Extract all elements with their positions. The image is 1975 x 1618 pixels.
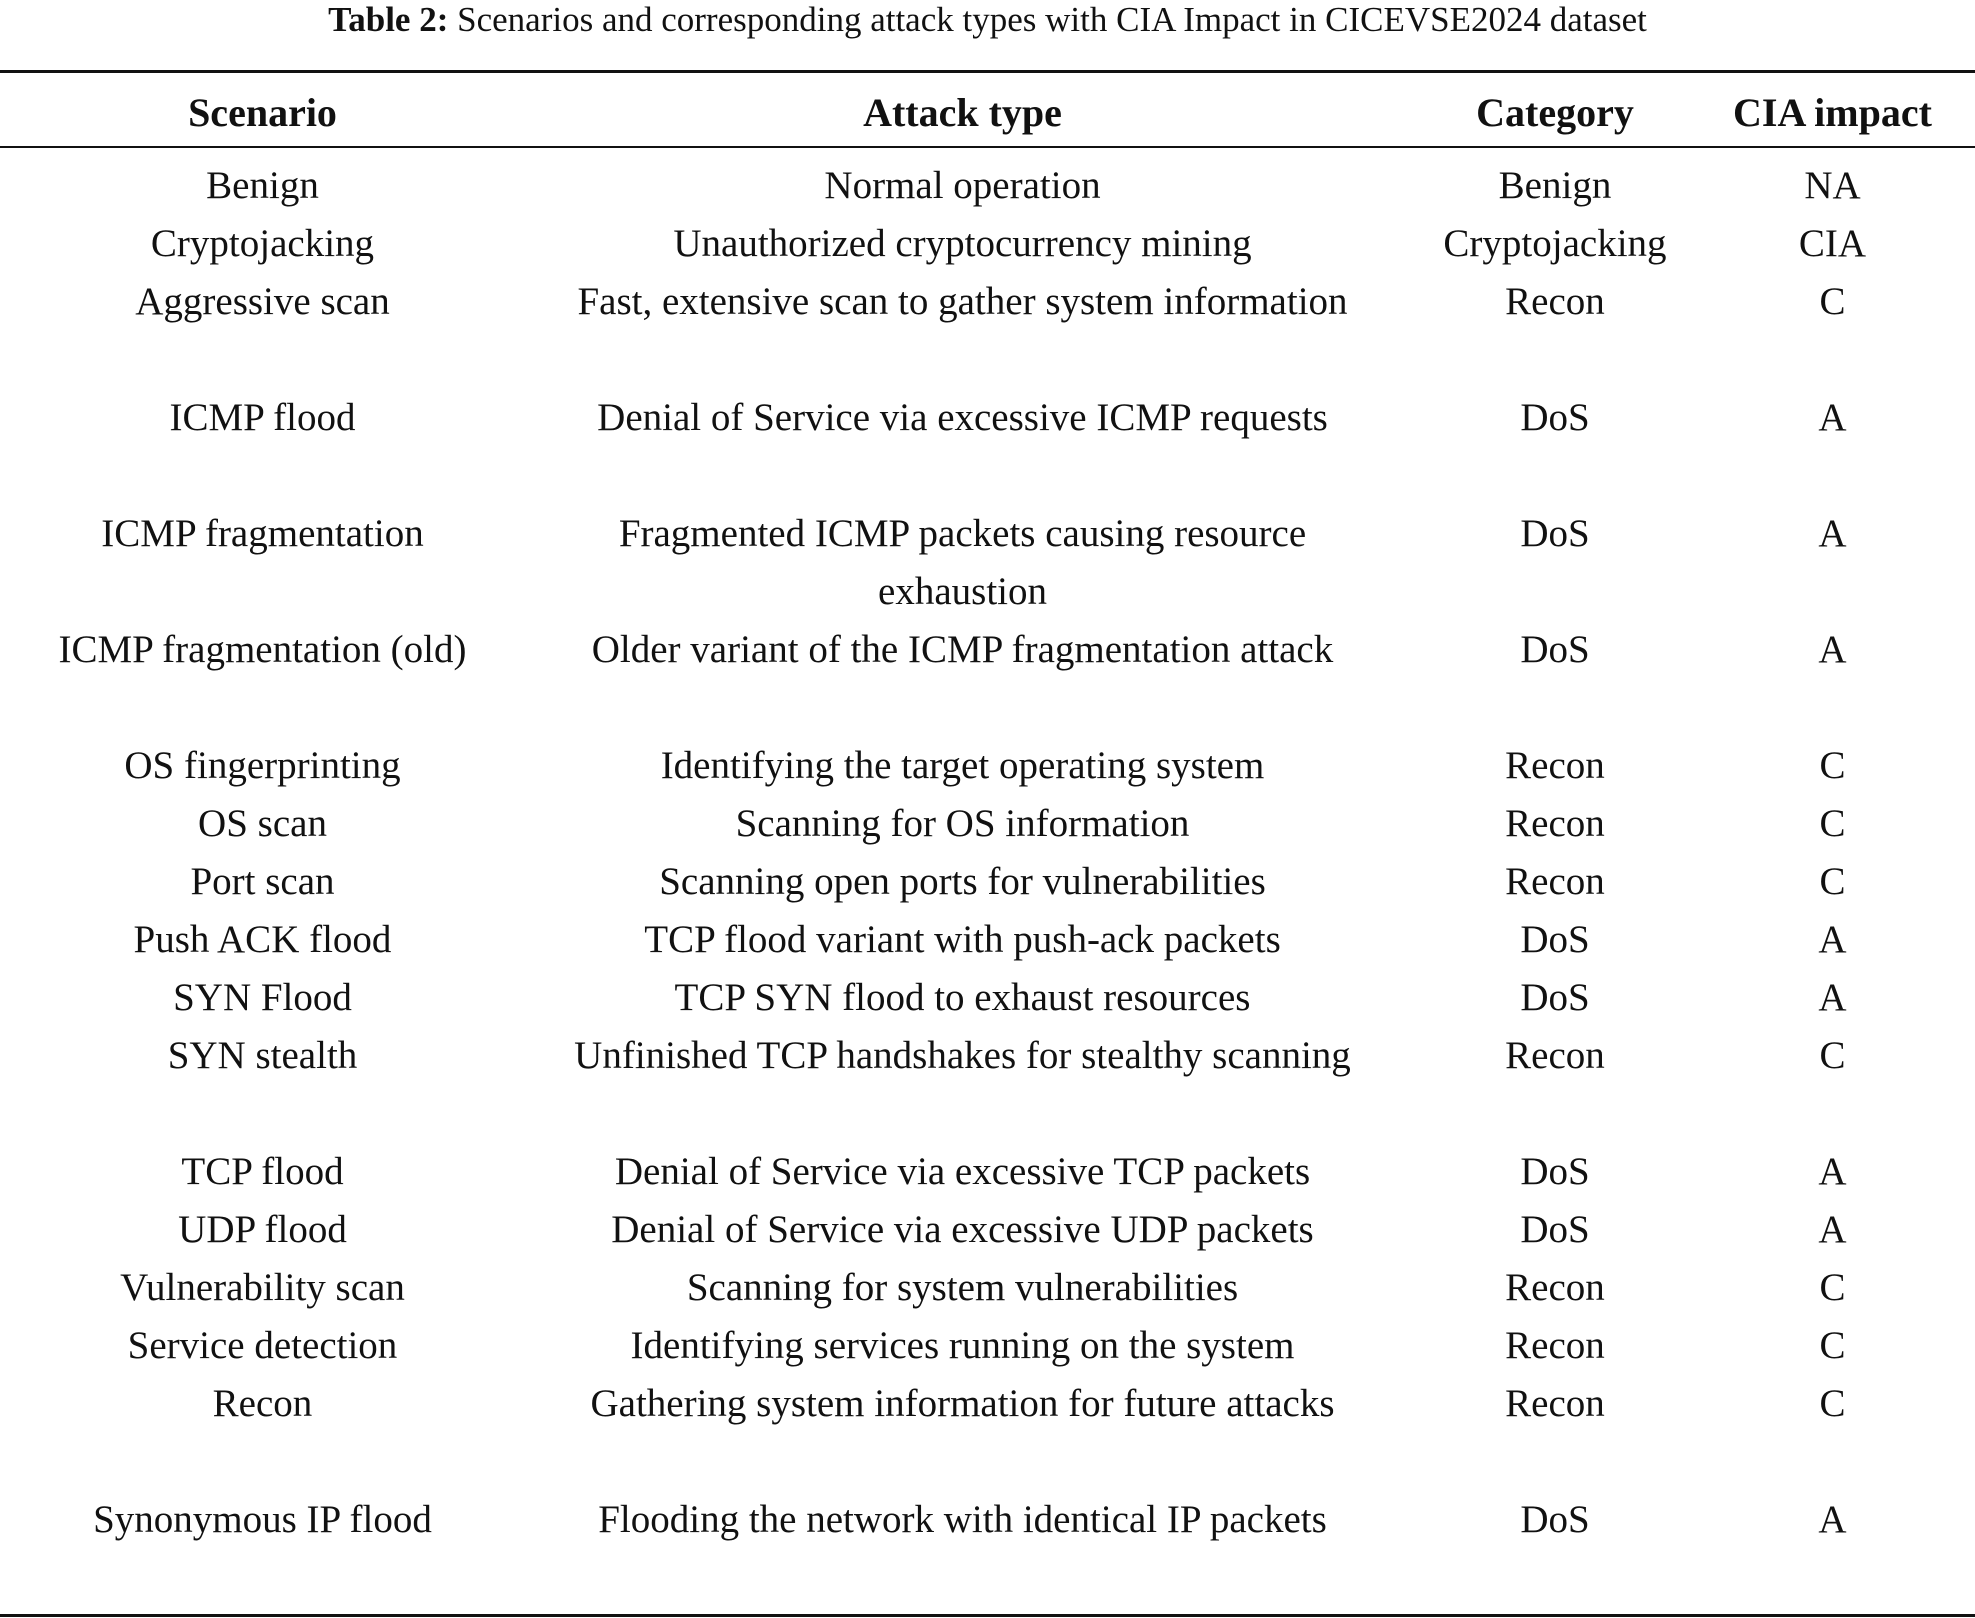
table-row bbox=[0, 273, 1975, 389]
table-row bbox=[0, 1259, 1975, 1317]
table-row bbox=[0, 389, 1975, 505]
cell-cia-impact: C bbox=[1819, 280, 1846, 323]
header-cia-impact: CIA impact bbox=[1733, 90, 1932, 135]
cell-attack-type: Identifying the target operating system bbox=[660, 744, 1265, 787]
table-row bbox=[0, 1375, 1975, 1491]
cell-attack-type: Identifying services running on the system bbox=[630, 1324, 1295, 1367]
cell-cia-impact: C bbox=[1819, 1324, 1846, 1367]
cell-scenario: Push ACK flood bbox=[133, 918, 392, 961]
table-row bbox=[0, 621, 1975, 737]
cell-scenario: ICMP fragmentation (old) bbox=[58, 628, 467, 671]
cell-category: Recon bbox=[1505, 280, 1605, 323]
cell-cia-impact: A bbox=[1818, 1208, 1847, 1251]
table-row bbox=[0, 1143, 1975, 1201]
cell-cia-impact: A bbox=[1818, 918, 1847, 961]
cell-category: Recon bbox=[1505, 1034, 1605, 1077]
table-row bbox=[0, 215, 1975, 273]
cell-cia-impact: C bbox=[1819, 860, 1846, 903]
cell-cia-impact: A bbox=[1818, 976, 1847, 1019]
cell-category: Recon bbox=[1505, 1324, 1605, 1367]
cell-category: DoS bbox=[1520, 512, 1590, 555]
cell-scenario: OS scan bbox=[198, 802, 327, 845]
cell-scenario: UDP flood bbox=[178, 1208, 347, 1251]
table-row bbox=[0, 1491, 1975, 1607]
top-rule bbox=[0, 70, 1975, 73]
table-row bbox=[0, 1027, 1975, 1143]
bottom-rule bbox=[0, 1614, 1975, 1617]
cell-attack-type: Unfinished TCP handshakes for stealthy scanning bbox=[574, 1034, 1351, 1077]
cell-category: DoS bbox=[1520, 396, 1590, 439]
table-caption-label: Table 2: bbox=[328, 0, 449, 39]
table-row bbox=[0, 911, 1975, 969]
cell-category: DoS bbox=[1520, 976, 1590, 1019]
cell-cia-impact: C bbox=[1819, 744, 1846, 787]
cell-category: DoS bbox=[1520, 628, 1590, 671]
header-category: Category bbox=[1476, 90, 1634, 135]
cell-cia-impact: C bbox=[1819, 802, 1846, 845]
cell-scenario: Recon bbox=[212, 1382, 313, 1425]
cell-cia-impact: NA bbox=[1804, 164, 1861, 207]
cell-scenario: Service detection bbox=[127, 1324, 398, 1367]
cell-cia-impact: C bbox=[1819, 1382, 1846, 1425]
cell-attack-type: Older variant of the ICMP fragmentation attack bbox=[591, 628, 1334, 671]
table-caption bbox=[0, 0, 1975, 40]
cell-scenario: ICMP fragmentation bbox=[101, 512, 424, 555]
cell-attack-type: Scanning open ports for vulnerabilities bbox=[659, 860, 1266, 903]
cell-category: Recon bbox=[1505, 860, 1605, 903]
cell-attack-type: Fast, extensive scan to gather system information bbox=[577, 280, 1348, 323]
cell-scenario: Aggressive scan bbox=[135, 280, 390, 323]
cell-category: Recon bbox=[1505, 1382, 1605, 1425]
cell-attack-type: Scanning for system vulnerabilities bbox=[686, 1266, 1239, 1309]
cell-attack-type: TCP SYN flood to exhaust resources bbox=[674, 976, 1251, 1019]
table-caption-text: Scenarios and corresponding attack types with CIA Impact in CICEVSE2024 dataset bbox=[457, 0, 1647, 39]
cell-cia-impact: A bbox=[1818, 396, 1847, 439]
cell-scenario: Port scan bbox=[190, 860, 335, 903]
cell-cia-impact: A bbox=[1818, 512, 1847, 555]
table-row bbox=[0, 737, 1975, 795]
cell-category: Recon bbox=[1505, 802, 1605, 845]
table-row bbox=[0, 157, 1975, 215]
table-header-row bbox=[0, 83, 1975, 143]
cell-attack-type: Flooding the network with identical IP packets bbox=[598, 1498, 1327, 1541]
cell-category: DoS bbox=[1520, 918, 1590, 961]
cell-attack-type: Scanning for OS information bbox=[735, 802, 1190, 845]
table-row bbox=[0, 1201, 1975, 1259]
cell-scenario: Vulnerability scan bbox=[120, 1266, 405, 1309]
cell-scenario: TCP flood bbox=[181, 1150, 344, 1193]
cell-cia-impact: A bbox=[1818, 1150, 1847, 1193]
cell-cia-impact: C bbox=[1819, 1034, 1846, 1077]
cell-category: Cryptojacking bbox=[1443, 222, 1667, 265]
cell-scenario: Benign bbox=[206, 164, 319, 207]
table-row bbox=[0, 969, 1975, 1027]
table-row bbox=[0, 853, 1975, 911]
cell-attack-type: TCP flood variant with push-ack packets bbox=[644, 918, 1281, 961]
cell-attack-type: Denial of Service via excessive TCP packets bbox=[614, 1150, 1311, 1193]
cell-cia-impact: C bbox=[1819, 1266, 1846, 1309]
header-scenario: Scenario bbox=[188, 90, 337, 135]
cell-scenario: Synonymous IP flood bbox=[93, 1498, 432, 1541]
cell-attack-type: Denial of Service via excessive ICMP requests bbox=[597, 396, 1328, 439]
table-row bbox=[0, 1317, 1975, 1375]
cell-cia-impact: A bbox=[1818, 1498, 1847, 1541]
table-row bbox=[0, 505, 1975, 621]
cell-scenario: SYN Flood bbox=[173, 976, 352, 1019]
cell-category: Recon bbox=[1505, 1266, 1605, 1309]
header-rule bbox=[0, 146, 1975, 148]
cell-scenario: SYN stealth bbox=[167, 1034, 358, 1077]
header-attack-type: Attack type bbox=[863, 90, 1062, 135]
cell-attack-type: Fragmented ICMP packets causing resource exhaustion bbox=[618, 512, 1307, 613]
cell-cia-impact: CIA bbox=[1798, 222, 1867, 265]
cell-attack-type: Normal operation bbox=[824, 164, 1101, 207]
cell-scenario: Cryptojacking bbox=[150, 222, 375, 265]
cell-category: DoS bbox=[1520, 1208, 1590, 1251]
cell-attack-type: Gathering system information for future attacks bbox=[590, 1382, 1335, 1425]
cell-category: Recon bbox=[1505, 744, 1605, 787]
cell-category: Benign bbox=[1498, 164, 1612, 207]
cell-category: DoS bbox=[1520, 1498, 1590, 1541]
cell-category: DoS bbox=[1520, 1150, 1590, 1193]
table-row bbox=[0, 795, 1975, 853]
cell-attack-type: Unauthorized cryptocurrency mining bbox=[673, 222, 1252, 265]
cell-attack-type: Denial of Service via excessive UDP packets bbox=[611, 1208, 1314, 1251]
cell-scenario: ICMP flood bbox=[169, 396, 356, 439]
cell-scenario: OS fingerprinting bbox=[124, 744, 401, 787]
cell-cia-impact: A bbox=[1818, 628, 1847, 671]
table-body bbox=[0, 157, 1975, 1607]
